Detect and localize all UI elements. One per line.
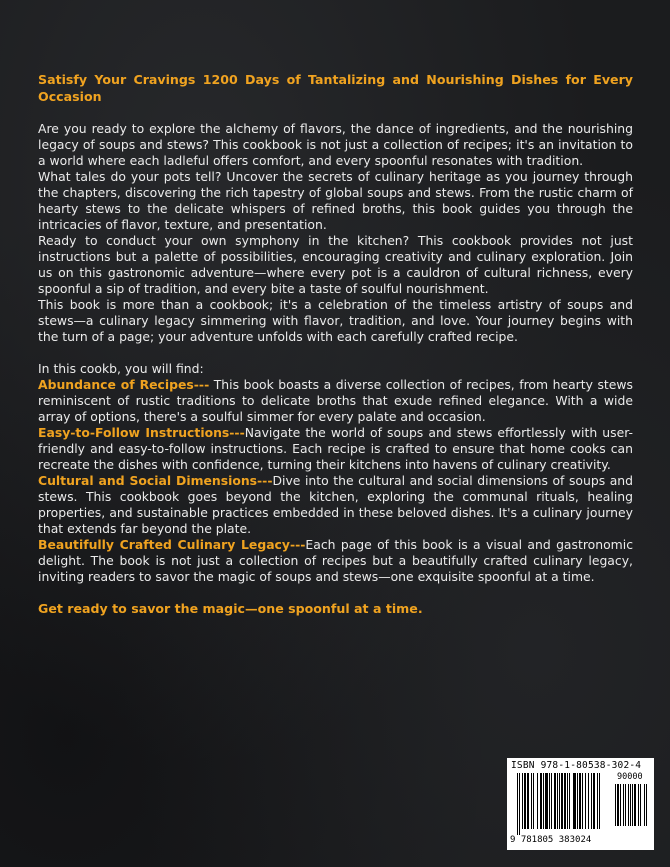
- barcode-bar: [623, 784, 624, 826]
- barcode-bar: [599, 773, 600, 829]
- barcode-bar: [554, 773, 556, 829]
- barcode-bar: [540, 773, 542, 829]
- features-intro: In this cookb, you will find:: [38, 361, 204, 376]
- barcode-bar: [519, 773, 520, 835]
- barcode-bar: [591, 773, 592, 829]
- barcode-bar: [561, 773, 563, 829]
- barcode-bar: [646, 784, 647, 826]
- barcode-bar: [537, 773, 538, 829]
- barcode-bar: [577, 773, 578, 829]
- headline: Satisfy Your Cravings 1200 Days of Tantalizing and Nourishing Dishes for Every Occasion: [38, 72, 633, 104]
- barcode-bar: [545, 773, 548, 829]
- barcode-bar: [638, 784, 639, 826]
- barcode-bar: [588, 773, 589, 829]
- barcode-bar: [549, 773, 550, 829]
- barcode-bar: [579, 773, 581, 829]
- barcode-bar: [620, 784, 621, 826]
- barcode-bar: [569, 773, 570, 829]
- barcode-bar: [533, 773, 534, 829]
- barcode-bar: [630, 784, 631, 826]
- barcode-bar: [585, 773, 586, 829]
- barcode-bar: [597, 773, 598, 829]
- feature-title: Beautifully Crafted Culinary Legacy---: [38, 537, 306, 552]
- barcode-bar: [543, 773, 544, 829]
- feature-title: Easy-to-Follow Instructions---: [38, 425, 245, 440]
- closing-line: Get ready to savor the magic—one spoonful at a time.: [38, 601, 423, 616]
- barcode-bar: [522, 773, 523, 829]
- feature-item: [38, 377, 633, 425]
- barcode-bar: [617, 784, 619, 826]
- feature-text: This book boasts a diverse collection of recipes, from hearty stews reminiscent of rustic traditions to delicate broths that exude refined elegance. With a wide array of options, there's a soulful simmer for every palate and occasion.: [38, 377, 634, 424]
- barcode-bar: [593, 773, 595, 829]
- barcode-bar: [615, 784, 616, 826]
- feature-title: Abundance of Recipes---: [38, 377, 210, 392]
- barcode-digits: 9 781805 383024: [510, 835, 592, 845]
- ean-barcode-bars: [517, 773, 612, 835]
- feature-item: [38, 473, 633, 537]
- barcode-bar: [634, 784, 636, 826]
- back-cover-text: [38, 71, 633, 617]
- barcode-bar: [551, 773, 552, 829]
- barcode-bar: [527, 773, 529, 829]
- isbn-barcode: [507, 758, 654, 850]
- barcode-bar: [564, 773, 566, 829]
- barcode-bar: [557, 773, 558, 829]
- barcode-bar: [640, 784, 641, 826]
- addon-barcode-bars: [615, 784, 651, 832]
- feature-text: Each page of this book is a visual and gastronomic delight. The book is not just a collection of recipes but a beautifully crafted culinary legacy, inviting readers to savor the magic of soups and stews—one exquisite spoonful at a time.: [38, 537, 633, 584]
- feature-item: [38, 537, 633, 585]
- barcode-bar: [524, 773, 526, 829]
- paragraph: Ready to conduct your own symphony in the kitchen? This cookbook provides not just instructions but a palette of possibilities, encouraging creativity and culinary exploration. Join us on this gastronomic adventure—where every pot is a cauldron of cultural richness, every spoonful a sip of tradition, and every bite a taste of soulful nourishment.: [38, 233, 633, 296]
- barcode-bar: [573, 773, 576, 829]
- paragraph: This book is more than a cookbook; it's a celebration of the timeless artistry of soups and stews—a culinary legacy simmering with flavor, tradition, and love. Your journey begins with the turn of a page; your adventure unfolds with each carefully crafted recipe.: [38, 297, 633, 344]
- barcode-bar: [644, 784, 645, 826]
- barcode-bar: [632, 784, 633, 826]
- feature-title: Cultural and Social Dimensions---: [38, 473, 273, 488]
- barcode-bar: [625, 784, 626, 826]
- barcode-bar: [567, 773, 568, 829]
- paragraph: Are you ready to explore the alchemy of flavors, the dance of ingredients, and the nourishing legacy of soups and stews? This cookbook is not just a collection of recipes; it's an invitation to a world where each ladleful offers comfort, and every spoonful resonates with tradition.: [38, 121, 633, 168]
- barcode-bar: [628, 784, 629, 826]
- price-addon-code: 90000: [617, 772, 643, 782]
- feature-item: [38, 425, 633, 473]
- paragraph: What tales do your pots tell? Uncover the secrets of culinary heritage as you journey through the chapters, discovering the rich tapestry of global soups and stews. From the rustic charm of hearty stews to the delicate whispers of refined broths, this book guides you through the intricacies of flavor, texture, and presentation.: [38, 169, 633, 232]
- feature-text: Dive into the cultural and social dimensions of soups and stews. This cookbook goes beyond the kitchen, exploring the communal rituals, healing properties, and sustainable practices embedded in these beloved dishes. It's a culinary journey that extends far beyond the plate.: [38, 473, 633, 536]
- barcode-bar: [582, 773, 583, 829]
- feature-text: Navigate the world of soups and stews effortlessly with user-friendly and easy-to-follow instructions. Each recipe is crafted to ensure that home cooks can recreate the dishes with confidence, turning their kitchens into havens of culinary creativity.: [38, 425, 633, 472]
- barcode-bar: [559, 773, 560, 829]
- isbn-number: ISBN 978-1-80538-302-4: [511, 760, 642, 771]
- barcode-bar: [531, 773, 532, 829]
- barcode-bar: [517, 773, 518, 835]
